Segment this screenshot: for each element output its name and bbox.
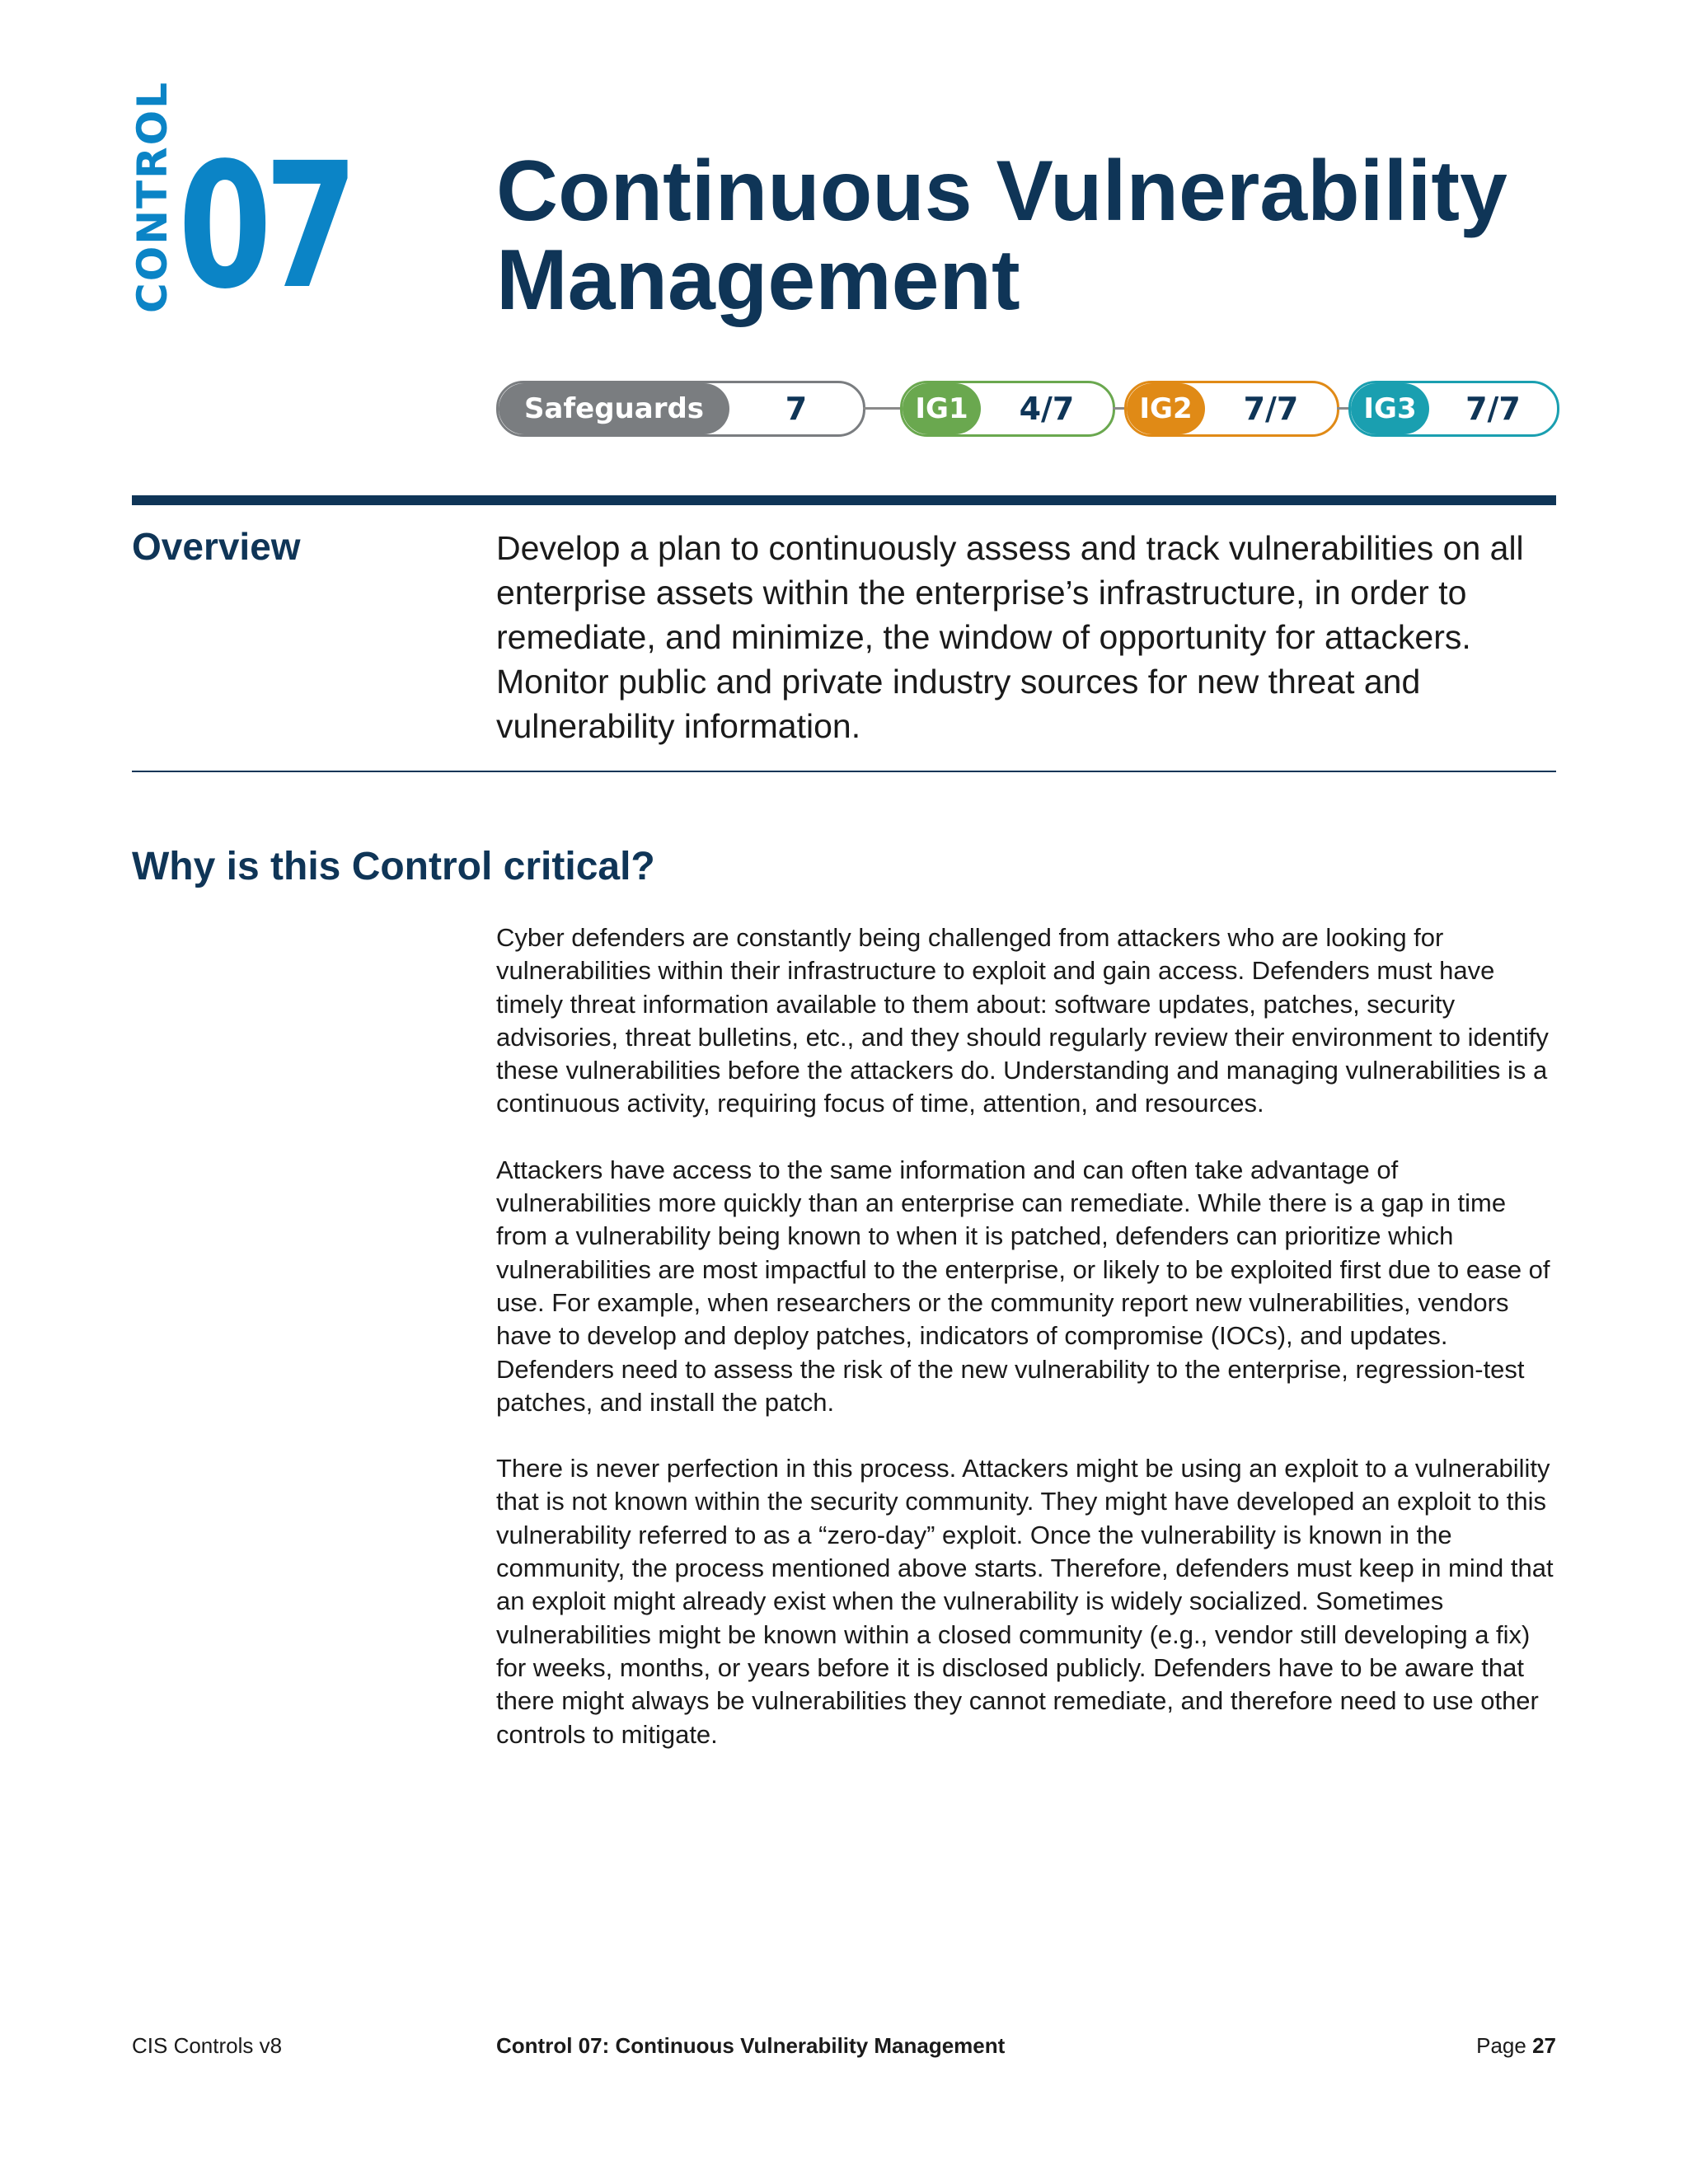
- footer-doc-title: CIS Controls v8: [132, 2033, 283, 2058]
- control-number: 07: [178, 125, 351, 327]
- badge-connector: [1337, 407, 1348, 410]
- safeguards-total-badge: [496, 381, 865, 476]
- overview-label: Overview: [132, 525, 301, 568]
- why-critical-heading: Why is this Control critical?: [132, 845, 655, 888]
- body-paragraph: Attackers have access to the same information and can often take advantage of vulnerabilities more quickly than an enterprise can remediate. While there is a gap in time from a vulnerability being known to when it is patched, defenders can prioritize which vulnerabilities are most impactful to the enterprise, or likely to be exploited first due to ease of use. For example, when researchers or the community report new vulnerabilities, vendors have to develop and deploy patches, indicators of compromise (IOCs), and updates. Defenders need to assess the risk of the new vulnerability to the enterprise, regression-test patches, and install the patch.: [496, 1155, 1550, 1417]
- badge-connector: [1113, 407, 1124, 410]
- ig2-label: IG2: [1127, 383, 1205, 434]
- safeguards-total-value: 7: [785, 391, 808, 427]
- ig2-value: 7/7: [1243, 391, 1299, 427]
- page-number: 27: [1532, 2033, 1556, 2058]
- ig3-value: 7/7: [1465, 391, 1521, 427]
- overview-text: Develop a plan to continuously assess and track vulnerabilities on all enterprise assets within the enterprise’s infrastructure, in order to remediate, and minimize, the window of opportunity for attackers. Monitor public and private industry sources for new threat and vulnerability information.: [496, 529, 1524, 745]
- ig3-badge: [1348, 381, 1559, 437]
- footer-page-number: [1476, 2033, 1556, 2059]
- ig1-value: 4/7: [1019, 391, 1075, 427]
- section-divider-thick: [132, 495, 1556, 505]
- body-paragraph: There is never perfection in this process. Attackers might be using an exploit to a vulnerability that is not known within the security community. They might have developed an exploit to this vulnerability referred to as a “zero-day” exploit. Once the vulnerability is known in the community, the process mentioned above starts. Therefore, defenders must keep in mind that an exploit might already exist when the vulnerability is widely socialized. Sometimes vulnerabilities might be known within a closed community (e.g., vendor still developing a fix) for weeks, months, or years before it is disclosed publicly. Defenders have to be aware that there might always be vulnerabilities they cannot remediate, and therefore need to use other controls to mitigate.: [496, 1454, 1554, 1749]
- ig1-label: IG1: [903, 383, 981, 434]
- ig1-badge: [900, 381, 1115, 437]
- page-title: Continuous Vulnerability Management: [496, 143, 1507, 328]
- ig3-label: IG3: [1351, 383, 1429, 434]
- footer-section-title: Control 07: Continuous Vulnerability Management: [496, 2033, 1006, 2058]
- safeguard-badges: [496, 381, 1559, 476]
- section-divider-thin: [132, 771, 1556, 772]
- page-label: Page: [1476, 2033, 1533, 2058]
- safeguards-total-label: Safeguards Total: [499, 383, 729, 434]
- badge-connector: [863, 407, 900, 410]
- ig2-badge: [1124, 381, 1339, 437]
- control-word: CONTROL: [129, 80, 176, 313]
- body-paragraph: Cyber defenders are constantly being challenged from attackers who are looking for vulnerabilities within their infrastructure to exploit and gain access. Defenders must have timely threat information available to them about: software updates, patches, security advisories, threat bulletins, etc., and they should regularly review their environment to identify these vulnerabilities before the attackers do. Understanding and managing vulnerabilities is a continuous activity, requiring focus of time, attention, and resources.: [496, 923, 1549, 1118]
- why-critical-body: [496, 921, 1559, 1784]
